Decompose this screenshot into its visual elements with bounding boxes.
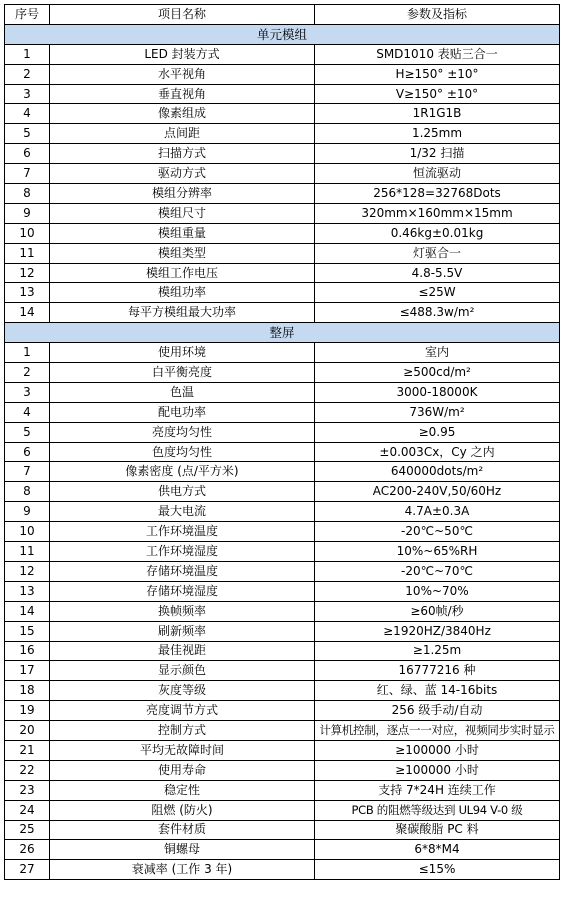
row-seq: 2	[5, 64, 50, 84]
row-item: 最佳视距	[50, 641, 315, 661]
row-item: 平均无故障时间	[50, 740, 315, 760]
table-row	[5, 303, 560, 323]
row-param: 4.7A±0.3A	[315, 502, 560, 522]
header-row	[5, 5, 560, 25]
row-param: 320mm×160mm×15mm	[315, 203, 560, 223]
row-seq: 16	[5, 641, 50, 661]
row-param: ≥100000 小时	[315, 740, 560, 760]
table-row	[5, 641, 560, 661]
table-row	[5, 482, 560, 502]
table-row	[5, 223, 560, 243]
header-item: 项目名称	[50, 5, 315, 25]
table-row	[5, 263, 560, 283]
row-seq: 6	[5, 144, 50, 164]
row-seq: 1	[5, 343, 50, 363]
row-param: ≥1.25m	[315, 641, 560, 661]
row-item: 阻燃 (防火)	[50, 800, 315, 820]
row-param: 10%~65%RH	[315, 542, 560, 562]
row-seq: 17	[5, 661, 50, 681]
row-seq: 5	[5, 124, 50, 144]
row-item: 工作环境温度	[50, 522, 315, 542]
table-row	[5, 124, 560, 144]
table-row	[5, 760, 560, 780]
table-row	[5, 462, 560, 482]
table-row	[5, 44, 560, 64]
row-item: 衰减率 (工作 3 年)	[50, 860, 315, 880]
row-seq: 9	[5, 203, 50, 223]
row-item: 垂直视角	[50, 84, 315, 104]
row-seq: 6	[5, 442, 50, 462]
table-row	[5, 561, 560, 581]
row-seq: 5	[5, 422, 50, 442]
row-item: 模组工作电压	[50, 263, 315, 283]
table-row	[5, 64, 560, 84]
table-row	[5, 701, 560, 721]
row-param: ≥1920HZ/3840Hz	[315, 621, 560, 641]
row-seq: 25	[5, 820, 50, 840]
table-row	[5, 542, 560, 562]
row-item: 像素组成	[50, 104, 315, 124]
row-seq: 21	[5, 740, 50, 760]
row-param: 计算机控制，逐点一一对应，视频同步实时显示	[315, 721, 560, 741]
table-row	[5, 283, 560, 303]
row-item: 铜螺母	[50, 840, 315, 860]
row-seq: 3	[5, 382, 50, 402]
row-seq: 11	[5, 243, 50, 263]
row-seq: 12	[5, 263, 50, 283]
row-param: 恒流驱动	[315, 164, 560, 184]
row-seq: 10	[5, 522, 50, 542]
row-seq: 26	[5, 840, 50, 860]
row-item: 供电方式	[50, 482, 315, 502]
table-row	[5, 721, 560, 741]
table-row	[5, 442, 560, 462]
row-item: 亮度调节方式	[50, 701, 315, 721]
row-param: AC200-240V,50/60Hz	[315, 482, 560, 502]
section-row	[5, 24, 560, 44]
row-item: 像素密度 (点/平方米)	[50, 462, 315, 482]
row-item: 存储环境温度	[50, 561, 315, 581]
row-param: H≥150° ±10°	[315, 64, 560, 84]
table-row	[5, 522, 560, 542]
row-param: ≥500cd/m²	[315, 363, 560, 383]
row-item: 换帧频率	[50, 601, 315, 621]
row-param: PCB 的阻燃等级达到 UL94 V-0 级	[315, 800, 560, 820]
row-item: 模组重量	[50, 223, 315, 243]
table-row	[5, 681, 560, 701]
row-param: ≥0.95	[315, 422, 560, 442]
row-param: 256 级手动/自动	[315, 701, 560, 721]
row-seq: 15	[5, 621, 50, 641]
row-item: 灰度等级	[50, 681, 315, 701]
row-param: ≤25W	[315, 283, 560, 303]
row-item: 白平衡亮度	[50, 363, 315, 383]
row-item: 扫描方式	[50, 144, 315, 164]
row-param: 支持 7*24H 连续工作	[315, 780, 560, 800]
row-param: 室内	[315, 343, 560, 363]
row-param: V≥150° ±10°	[315, 84, 560, 104]
row-param: ≥60帧/秒	[315, 601, 560, 621]
row-item: 使用寿命	[50, 760, 315, 780]
row-param: 10%~70%	[315, 581, 560, 601]
row-seq: 27	[5, 860, 50, 880]
row-item: 模组分辨率	[50, 184, 315, 204]
row-seq: 18	[5, 681, 50, 701]
row-param: 1.25mm	[315, 124, 560, 144]
table-row	[5, 740, 560, 760]
row-param: 1R1G1B	[315, 104, 560, 124]
row-item: 色温	[50, 382, 315, 402]
row-item: 配电功率	[50, 402, 315, 422]
row-seq: 8	[5, 184, 50, 204]
row-item: 模组功率	[50, 283, 315, 303]
row-item: 点间距	[50, 124, 315, 144]
row-seq: 1	[5, 44, 50, 64]
row-param: ±0.003Cx，Cy 之内	[315, 442, 560, 462]
row-param: -20℃~70℃	[315, 561, 560, 581]
row-item: 每平方模组最大功率	[50, 303, 315, 323]
row-item: 套件材质	[50, 820, 315, 840]
row-item: 刷新频率	[50, 621, 315, 641]
row-seq: 24	[5, 800, 50, 820]
row-seq: 22	[5, 760, 50, 780]
row-param: 6*8*M4	[315, 840, 560, 860]
row-param: 聚碳酸脂 PC 料	[315, 820, 560, 840]
row-seq: 11	[5, 542, 50, 562]
row-item: 使用环境	[50, 343, 315, 363]
row-item: 存储环境湿度	[50, 581, 315, 601]
row-seq: 2	[5, 363, 50, 383]
row-seq: 4	[5, 104, 50, 124]
table-row	[5, 621, 560, 641]
table-row	[5, 780, 560, 800]
row-param: 256*128=32768Dots	[315, 184, 560, 204]
table-row	[5, 243, 560, 263]
table-row	[5, 184, 560, 204]
row-param: -20℃~50℃	[315, 522, 560, 542]
row-seq: 9	[5, 502, 50, 522]
table-row	[5, 661, 560, 681]
table-row	[5, 382, 560, 402]
table-row	[5, 363, 560, 383]
table-row	[5, 422, 560, 442]
header-param: 参数及指标	[315, 5, 560, 25]
row-seq: 7	[5, 462, 50, 482]
row-param: ≤488.3w/m²	[315, 303, 560, 323]
table-row	[5, 84, 560, 104]
row-seq: 20	[5, 721, 50, 741]
row-param: ≥100000 小时	[315, 760, 560, 780]
table-row	[5, 820, 560, 840]
table-row	[5, 343, 560, 363]
row-param: 3000-18000K	[315, 382, 560, 402]
row-item: 水平视角	[50, 64, 315, 84]
table-row	[5, 104, 560, 124]
row-param: 0.46kg±0.01kg	[315, 223, 560, 243]
row-item: 模组尺寸	[50, 203, 315, 223]
table-row	[5, 402, 560, 422]
row-seq: 8	[5, 482, 50, 502]
row-param: 灯驱合一	[315, 243, 560, 263]
row-seq: 3	[5, 84, 50, 104]
table-row	[5, 502, 560, 522]
row-seq: 13	[5, 283, 50, 303]
row-param: 640000dots/m²	[315, 462, 560, 482]
row-seq: 4	[5, 402, 50, 422]
row-item: 亮度均匀性	[50, 422, 315, 442]
row-item: 驱动方式	[50, 164, 315, 184]
table-row	[5, 164, 560, 184]
section-title: 整屏	[5, 323, 560, 343]
row-param: 736W/m²	[315, 402, 560, 422]
row-param: 红、绿、蓝 14-16bits	[315, 681, 560, 701]
table-row	[5, 840, 560, 860]
row-item: 工作环境湿度	[50, 542, 315, 562]
row-item: 模组类型	[50, 243, 315, 263]
table-row	[5, 860, 560, 880]
row-item: 最大电流	[50, 502, 315, 522]
row-item: LED 封装方式	[50, 44, 315, 64]
row-seq: 13	[5, 581, 50, 601]
table-row	[5, 581, 560, 601]
row-param: 4.8-5.5V	[315, 263, 560, 283]
row-param: 16777216 种	[315, 661, 560, 681]
row-seq: 23	[5, 780, 50, 800]
header-seq: 序号	[5, 5, 50, 25]
table-row	[5, 144, 560, 164]
spec-table	[4, 4, 560, 880]
row-param: 1/32 扫描	[315, 144, 560, 164]
section-title: 单元模组	[5, 24, 560, 44]
row-item: 色度均匀性	[50, 442, 315, 462]
row-item: 控制方式	[50, 721, 315, 741]
row-item: 显示颜色	[50, 661, 315, 681]
table-row	[5, 800, 560, 820]
table-row	[5, 203, 560, 223]
row-param: SMD1010 表贴三合一	[315, 44, 560, 64]
row-seq: 19	[5, 701, 50, 721]
row-seq: 12	[5, 561, 50, 581]
row-seq: 7	[5, 164, 50, 184]
row-seq: 10	[5, 223, 50, 243]
row-seq: 14	[5, 601, 50, 621]
row-seq: 14	[5, 303, 50, 323]
table-body	[5, 5, 560, 880]
table-row	[5, 601, 560, 621]
section-row	[5, 323, 560, 343]
row-item: 稳定性	[50, 780, 315, 800]
row-param: ≤15%	[315, 860, 560, 880]
